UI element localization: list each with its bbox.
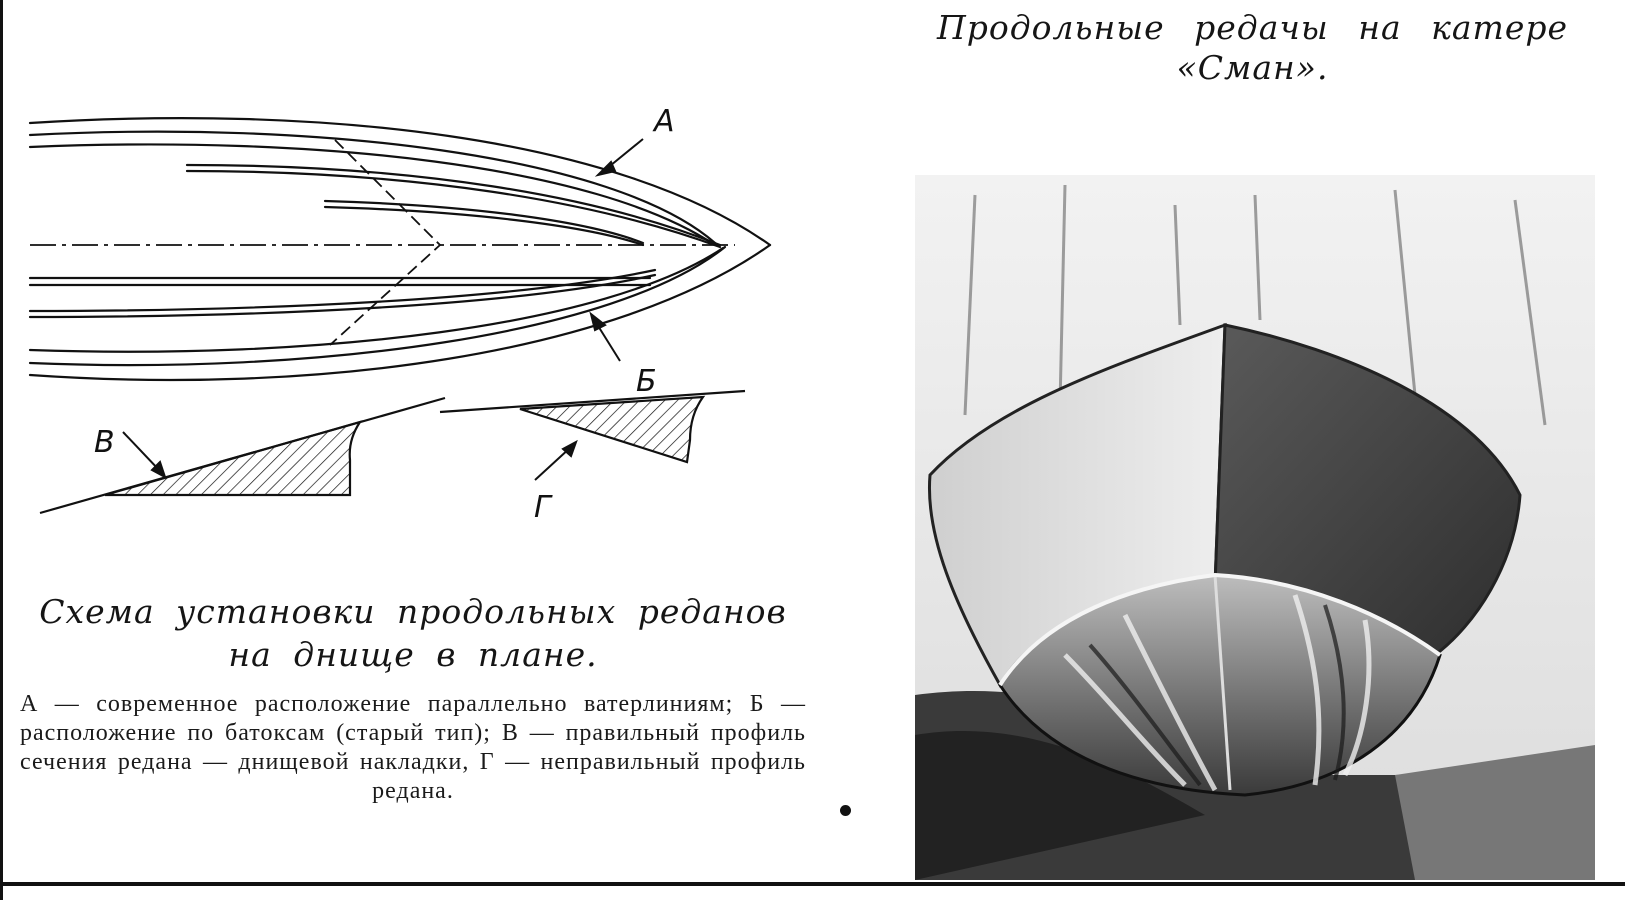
chine-line-top [30, 132, 715, 243]
strake-a-1 [187, 165, 720, 245]
hull-outline-bottom [30, 245, 770, 380]
profile-v-section [105, 422, 360, 495]
label-v: В [94, 425, 115, 460]
page-border-left [0, 0, 3, 900]
schematic-caption-body: А — современное расположение параллельно ватерлиниям; Б — расположение по батоксам (старый тип); В — правильный профиль сечения редана — днищевой накладки, Г — неправильный профиль редана. [20, 691, 806, 804]
label-b: Б [636, 364, 657, 399]
label-g: Г [534, 490, 551, 525]
chine-line-bottom [30, 247, 725, 365]
page-border-bottom [0, 882, 1625, 886]
boat-bow-photo [915, 175, 1595, 880]
leader-v [123, 432, 160, 471]
label-a: А [654, 104, 675, 139]
photo-caption-title: Продольные редачы на катере «Сман». [936, 8, 1569, 87]
profile-g-section [520, 397, 703, 462]
strake-a-2b [325, 207, 643, 245]
print-speck [840, 805, 851, 816]
hull-plan-schematic [15, 95, 815, 535]
schematic-caption-title: Схема установки продольных реданов на днище в плане. [39, 592, 787, 674]
arrowhead-b [591, 314, 605, 330]
chine-line-top-2 [30, 144, 715, 245]
